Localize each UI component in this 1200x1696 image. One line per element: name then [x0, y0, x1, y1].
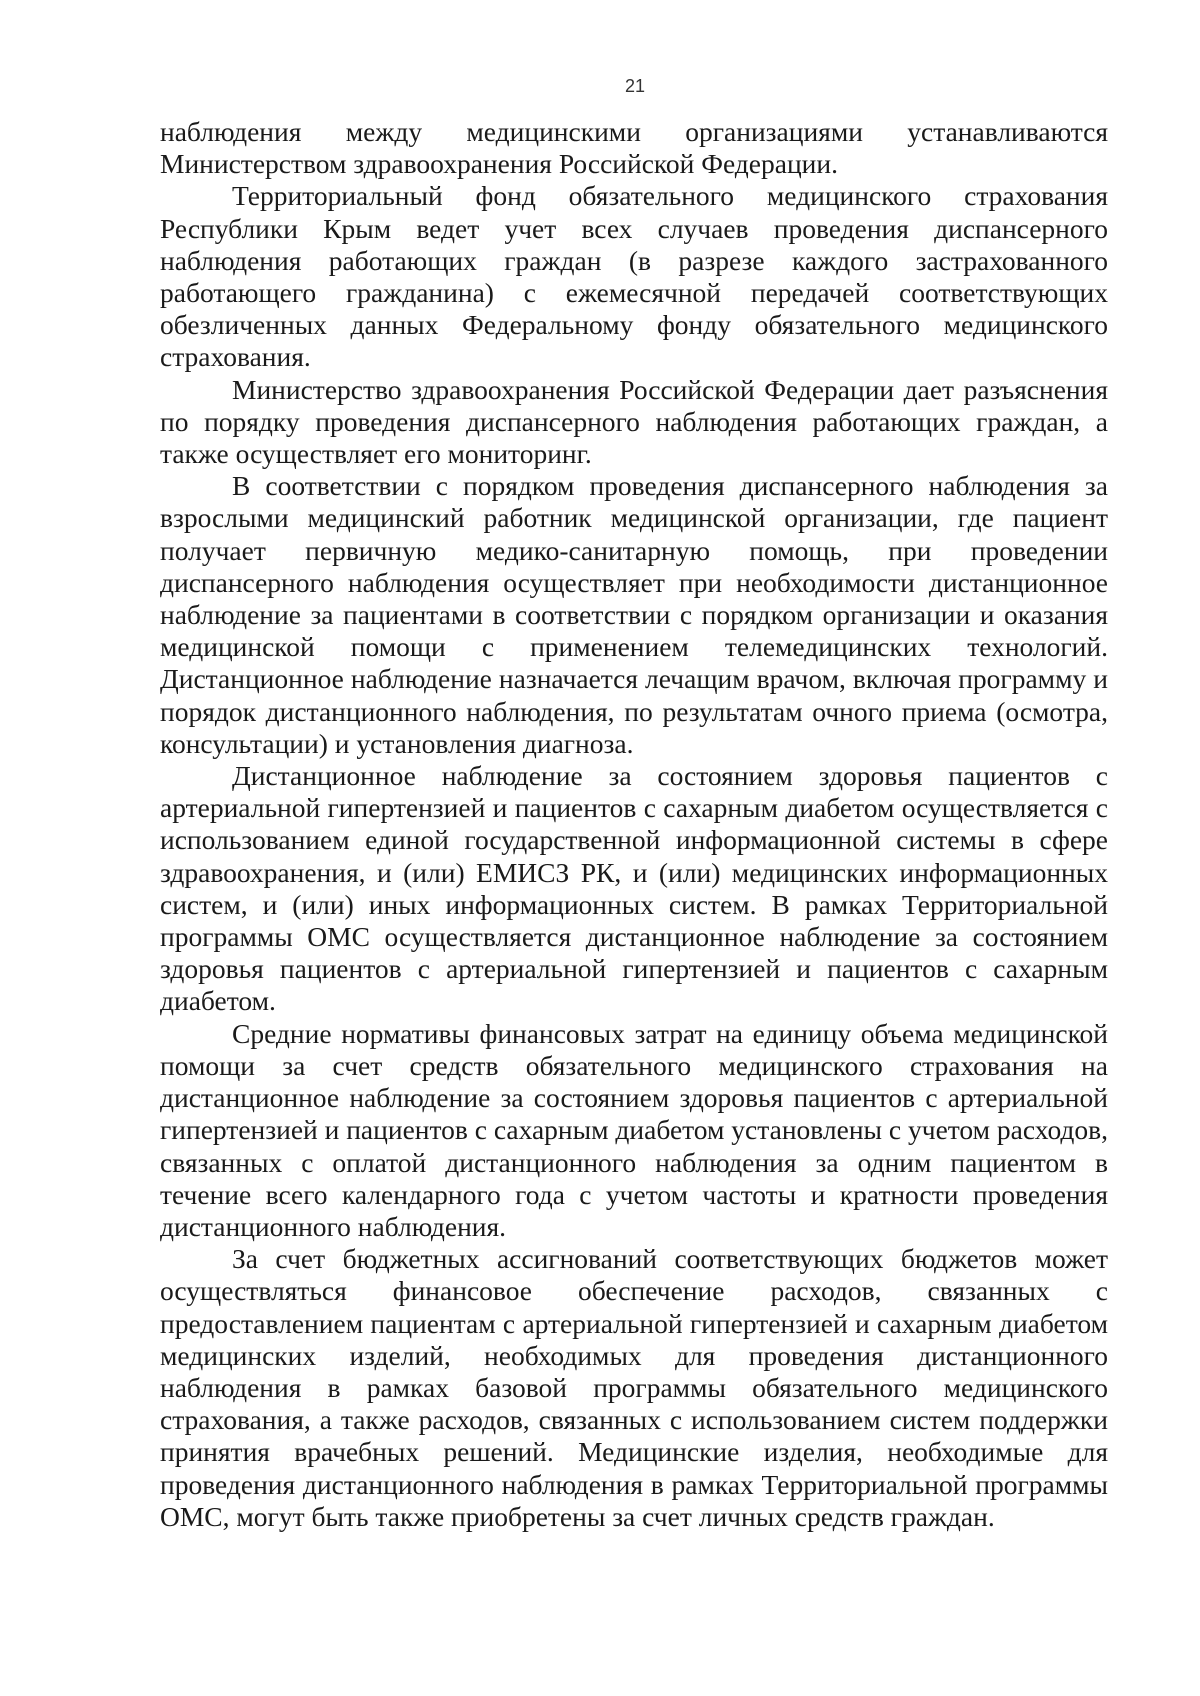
paragraph-continuation: наблюдения между медицинскими организациями устанавливаются Министерством здравоохранения Российской Федерации.: [160, 116, 1108, 180]
paragraph-tfoms-accounting: Территориальный фонд обязательного медицинского страхования Республики Крым ведет учет всех случаев проведения диспансерного наблюдения работающих граждан (в разрезе каждого застрахованного работающего гражданина) с ежемесячной передачей соответствующих обезличенных данных Федеральному фонду обязательного медицинского страхования.: [160, 180, 1108, 373]
paragraph-budget-funding: За счет бюджетных ассигнований соответствующих бюджетов может осуществляться финансовое обеспечение расходов, связанных с предоставлением пациентам с артериальной гипертензией и сахарным диабетом медицинских изделий, необходимых для проведения дистанционного наблюдения в рамках базовой программы обязательного медицинского страхования, а также расходов, связанных с использованием систем поддержки принятия врачебных решений. Медицинские изделия, необходимые для проведения дистанционного наблюдения в рамках Территориальной программы ОМС, могут быть также приобретены за счет личных средств граждан.: [160, 1243, 1108, 1532]
paragraph-ministry-clarifications: Министерство здравоохранения Российской Федерации дает разъяснения по порядку проведения диспансерного наблюдения работающих граждан, а также осуществляет его мониторинг.: [160, 373, 1108, 470]
paragraph-remote-monitoring-procedure: В соответствии с порядком проведения диспансерного наблюдения за взрослыми медицинский работник медицинской организации, где пациент получает первичную медико-санитарную помощь, при проведении диспансерного наблюдения осуществляет при необходимости дистанционное наблюдение за пациентами в соответствии с порядком организации и оказания медицинской помощи с применением телемедицинских технологий. Дистанционное наблюдение назначается лечащим врачом, включая программу и порядок дистанционного наблюдения, по результатам очного приема (осмотра, консультации) и установления диагноза.: [160, 470, 1108, 759]
body-text: [160, 116, 1108, 1533]
paragraph-financial-standards: Средние нормативы финансовых затрат на единицу объема медицинской помощи за счет средств обязательного медицинского страхования на дистанционное наблюдение за состоянием здоровья пациентов с артериальной гипертензией и пациентов с сахарным диабетом установлены с учетом расходов, связанных с оплатой дистанционного наблюдения за одним пациентом в течение всего календарного года с учетом частоты и кратности проведения дистанционного наблюдения.: [160, 1017, 1108, 1242]
paragraph-remote-monitoring-systems: Дистанционное наблюдение за состоянием здоровья пациентов с артериальной гипертензией и пациентов с сахарным диабетом осуществляется с использованием единой государственной информационной системы в сфере здравоохранения, и (или) ЕМИСЗ РК, и (или) медицинских информационных систем, и (или) иных информационных систем. В рамках Территориальной программы ОМС осуществляется дистанционное наблюдение за состоянием здоровья пациентов с артериальной гипертензией и пациентов с сахарным диабетом.: [160, 760, 1108, 1017]
page-number: 21: [624, 76, 646, 96]
